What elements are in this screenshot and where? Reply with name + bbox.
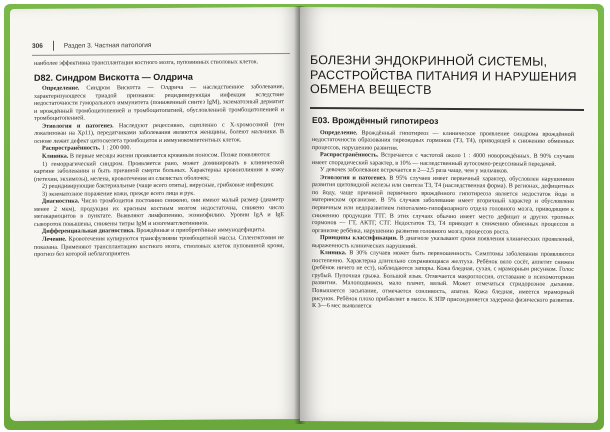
header-divider <box>53 41 54 51</box>
paragraph-text: В 30% случаев может быть переношенность. Симптомы заболевания проявляются постепенно. Характерна длительно сохраняющаяся желтуха. Ребёнок вяло сосёт, аппетит снижен (ребёнок ничего не ест), наблюдаются запоры. Кожа бледная, сухая, с мраморным рисунком. Голос грубый. Пупочная грыжа. Большой язык. Отмечается макроглоссия, отставание в психомоторном развитии. Малоподвижен, мало плачет, вялый. Может отмечаться стридорозное дыхание. Повышается засыпание, отмечается сонливость, апатия. Кожа бледная, имеется мраморный рисунок. Ребёнок плохо прибавляет в массе. К ЗПР присоединяется задержка физического развития. К 3—6 мес выявляется <box>312 250 574 310</box>
paragraph-lead: Определение. <box>320 129 358 136</box>
paragraph <box>34 160 284 184</box>
paragraph-lead: Лечение. <box>42 236 67 243</box>
paragraph-lead: Этиология и патогенез. <box>42 123 114 130</box>
paragraph <box>34 84 284 123</box>
paragraph-text: Врождённые и приобретённые иммунодефициты. <box>134 227 266 235</box>
paragraph <box>312 175 574 237</box>
paragraph-lead: Диагностика. <box>42 198 80 206</box>
paragraph-text: У девочек заболевание встречается в 2—2,5 раза чаще, чем у мальчиков. <box>320 167 509 175</box>
paragraph-text: 3) экзематозное поражение кожи, прежде всего лица и рук. <box>42 190 195 198</box>
paragraph-lead: Клиника. <box>320 250 347 257</box>
paragraph-text: В первые месяцы жизни проявляется кровяным поносом. Позже появляются: <box>68 152 271 160</box>
chapter-rule <box>310 107 584 111</box>
paragraph-text: 1 : 200 000. <box>100 145 131 152</box>
section-title: D82. Синдром Вискотта — Олдрича <box>34 71 193 83</box>
paragraph-lead: Клиника. <box>42 153 69 160</box>
paragraph-text: Синдром Вискотта — Олдрича — наследственное заболевание, характеризующееся триадой признаков: рецидивирующая инфекция вследствие недостаточности гуморального иммунитета (пониженный синтез IgM), экзематозный дерматит и врождённый тромбоцитопенией и тромбоцитопатией, обусловленной тромбоцитопенией и тромбоцитопенией. <box>34 84 284 123</box>
paragraph-lead: Принципы классификации. <box>320 235 398 242</box>
left-page-body <box>34 59 284 259</box>
paragraph-lead: Распространённость. <box>42 145 101 153</box>
paragraph-text: 1) геморрагический синдром. Проявляется рано, может доминировать в клинической картине заболевания и быть причиной смерти больных. Характерны кровоизлияния в кожу (петехии, экхимозы), мелена, кровотечения из слизистых оболочек; <box>34 159 284 183</box>
paragraph-text: Наследуют рецессивно, сцепленно с Х-хромосомой (ген локализован на Хр11), передатчиками заболевания являются женщины, болеют мальчики. В основе лежит дефект цитоскелета тромбоцитов и иммунокомпетентных клеток. <box>34 121 284 145</box>
paragraph-lead: Определение. <box>42 85 80 92</box>
paragraph <box>34 122 284 146</box>
running-head-title: Раздел 3. Частная патология <box>63 41 152 50</box>
left-page <box>10 7 300 421</box>
paragraph <box>34 235 284 259</box>
paragraph-text: Число тромбоцитов постоянно снижено, они имеют малый размер (диаметр менее 2 мкм), продукция их красным костным мозгом недостаточна, снижено число мегакариоцитов в пунктате. Выявляют лимфопению, эозинофилию. Уровни IgA и IgE сывороток повышены, снижены титры IgM и изогемагглютининов. <box>34 197 284 228</box>
paragraph <box>312 130 574 154</box>
running-header <box>32 37 290 53</box>
page-number: 306 <box>32 42 43 50</box>
left-paragraphs <box>34 84 284 259</box>
paragraph-text: 2) рецидивирующие бактериальные (чаще всего отиты), вирусные, грибковые инфекции; <box>42 182 274 190</box>
paragraph <box>34 197 284 229</box>
section-title: Е03. Врождённый гипотиреоз <box>312 115 439 126</box>
paragraph-text: В 95% случаев имеет первичный характер, обусловлен нарушением развития щитовидной железы или синтеза T3, T4 (наследственная форма). В регионах, дефицитных по йоду, чаще причиной первичного врождённого гипотиреоза является недостаток йода в материнском организме. В 5% случаев заболевание имеет вторичный характер и обусловлено первичным или недоразвитием гипоталамо-гипофизарного отдела головного мозга, приводящим к снижению продукции ТТГ. В этих случаях обычно имеет место дефицит и других тропных гормонов — ГТ, АКТГ, СТГ. Недостаток T3, T4 приводит к снижению обменных процессов в организме ребёнка, нарушению развития головного мозга, процессов роста. <box>312 175 574 236</box>
paragraph-lead: Этиология и патогенез. <box>320 174 387 182</box>
paragraph-text: В диагнозе указывают сроки появления клинических проявлений, выраженность клинических нарушений. <box>312 235 574 250</box>
paragraph <box>312 250 574 312</box>
paragraph-text: Кровотечения купируются трансфузиями тромбоцитной массы. Спленэктомия не показана. Применяют трансплантацию костного мозга, стволовых клеток пуповинной крови, прогноз без которой неблагоприятен. <box>34 235 284 258</box>
header-rule <box>32 53 290 56</box>
right-page-body <box>312 117 574 313</box>
paragraph-text: Встречается с частотой около 1 : 4000 новорождённых. В 90% случаев имеет спорадический характер, в 10% — наследственный аутосомно-рецессивный передачей. <box>312 152 574 168</box>
right-paragraphs <box>312 130 574 313</box>
paragraph-text: Врождённый гипотиреоз — клиническое проявление синдрома врождённой недостаточности образования тиреоидных гормонов (T3, T4), приводящей к снижению обменных процессов, нарушению развития. <box>312 129 574 152</box>
intro-text: наиболее эффективна трансплантация костного мозга, пуповинных стволовых клеток. <box>34 59 259 67</box>
paragraph-lead: Дифференциальная диагностика. <box>42 228 135 236</box>
chapter-title: БОЛЕЗНИ ЭНДОКРИННОЙ СИСТЕМЫ, РАССТРОЙСТВА ПИТАНИЯ И НАРУШЕНИЯ ОБМЕНА ВЕЩЕСТВ <box>310 53 577 97</box>
right-page <box>300 7 598 423</box>
paragraph-lead: Распространённость. <box>320 152 379 159</box>
